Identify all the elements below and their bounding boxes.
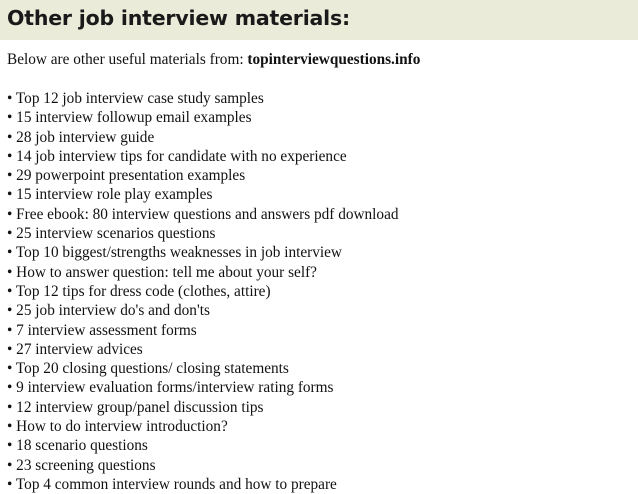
title-band [0, 0, 638, 40]
list-item: • 15 interview role play examples [7, 186, 213, 204]
list-item: • Top 12 tips for dress code (clothes, attire) [7, 282, 271, 300]
list-item: • 7 interview assessment forms [7, 321, 197, 339]
page-title: Other job interview materials: [7, 6, 350, 30]
list-item: • 15 interview followup email examples [7, 109, 252, 127]
list-item: • 27 interview advices [7, 340, 143, 358]
list-item: • Top 20 closing questions/ closing statements [7, 360, 289, 378]
intro-line [7, 50, 420, 70]
list-item: • 29 powerpoint presentation examples [7, 167, 246, 185]
site-name: topinterviewquestions.info [247, 51, 421, 68]
list-item: • 12 interview group/panel discussion tips [7, 398, 264, 416]
intro-text: Below are other useful materials from: [7, 51, 248, 68]
list-item: • Top 12 job interview case study samples [7, 90, 264, 107]
materials-list [7, 89, 399, 494]
list-item: • 28 job interview guide [7, 128, 155, 146]
list-item: • Top 4 common interview rounds and how to prepare [7, 475, 337, 493]
list-item: • 25 interview scenarios questions [7, 225, 216, 243]
list-item: • 14 job interview tips for candidate with no experience [7, 147, 347, 165]
list-item: • 23 screening questions [7, 456, 156, 474]
list-item: • 18 scenario questions [7, 437, 148, 455]
list-item: • How to do interview introduction? [7, 418, 228, 436]
list-item: • How to answer question: tell me about your self? [7, 263, 317, 281]
list-item: • 9 interview evaluation forms/interview rating forms [7, 379, 334, 397]
list-item: • Free ebook: 80 interview questions and answers pdf download [7, 205, 399, 223]
list-item: • Top 10 biggest/strengths weaknesses in job interview [7, 244, 342, 262]
list-item: • 25 job interview do's and don'ts [7, 302, 210, 320]
